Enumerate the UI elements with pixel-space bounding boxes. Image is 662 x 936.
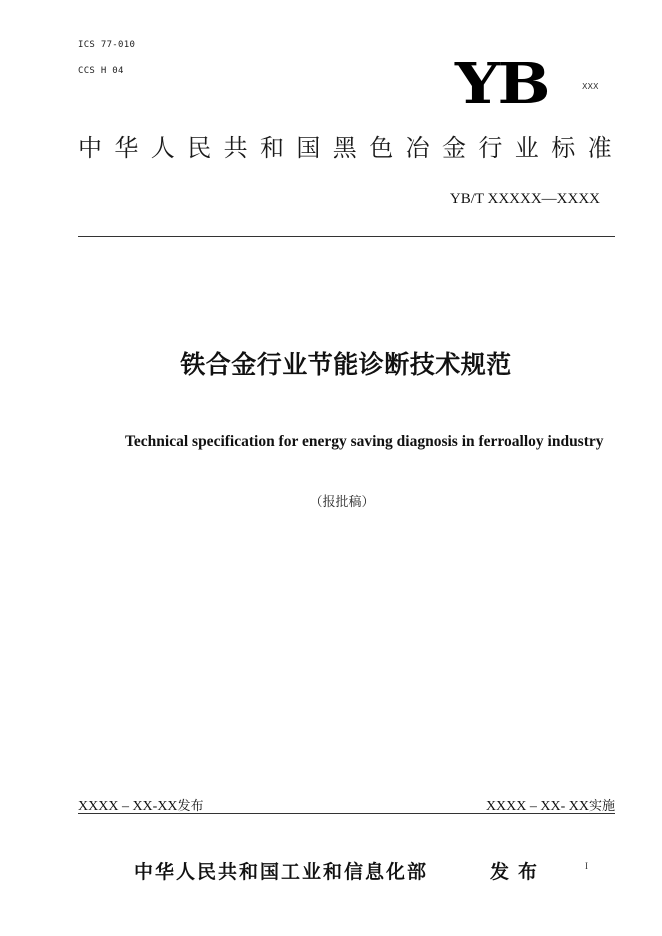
footer-divider — [78, 813, 615, 814]
yb-logo-superscript: XXX — [582, 82, 599, 91]
ccs-code: CCS H 04 — [78, 66, 124, 76]
standard-code: YB/T XXXXX—XXXX — [449, 191, 600, 207]
document-title-en: Technical specification for energy saving diagnosis in ferroalloy industry — [125, 433, 604, 450]
publish-date: XXXX – XX-XX — [78, 799, 178, 814]
yb-logo: YB — [455, 51, 549, 117]
draft-status: （报批稿） — [309, 495, 375, 510]
standard-type-heading: 中华人民共和国黑色冶金行业标准 — [78, 134, 624, 162]
document-title-cn: 铁合金行业节能诊断技术规范 — [180, 350, 512, 379]
implement-date-suffix: 实施 — [588, 799, 615, 814]
implement-date-line — [486, 795, 615, 815]
ics-code: ICS 77-010 — [78, 40, 136, 50]
issuing-authority: 中华人民共和国工业和信息化部 — [134, 861, 429, 883]
page-number: I — [585, 861, 588, 871]
implement-date: XXXX – XX- XX — [485, 799, 589, 814]
publish-date-suffix: 发布 — [177, 799, 204, 814]
issue-label: 发布 — [490, 861, 547, 883]
header-divider — [78, 236, 615, 237]
publish-date-line — [78, 795, 204, 815]
